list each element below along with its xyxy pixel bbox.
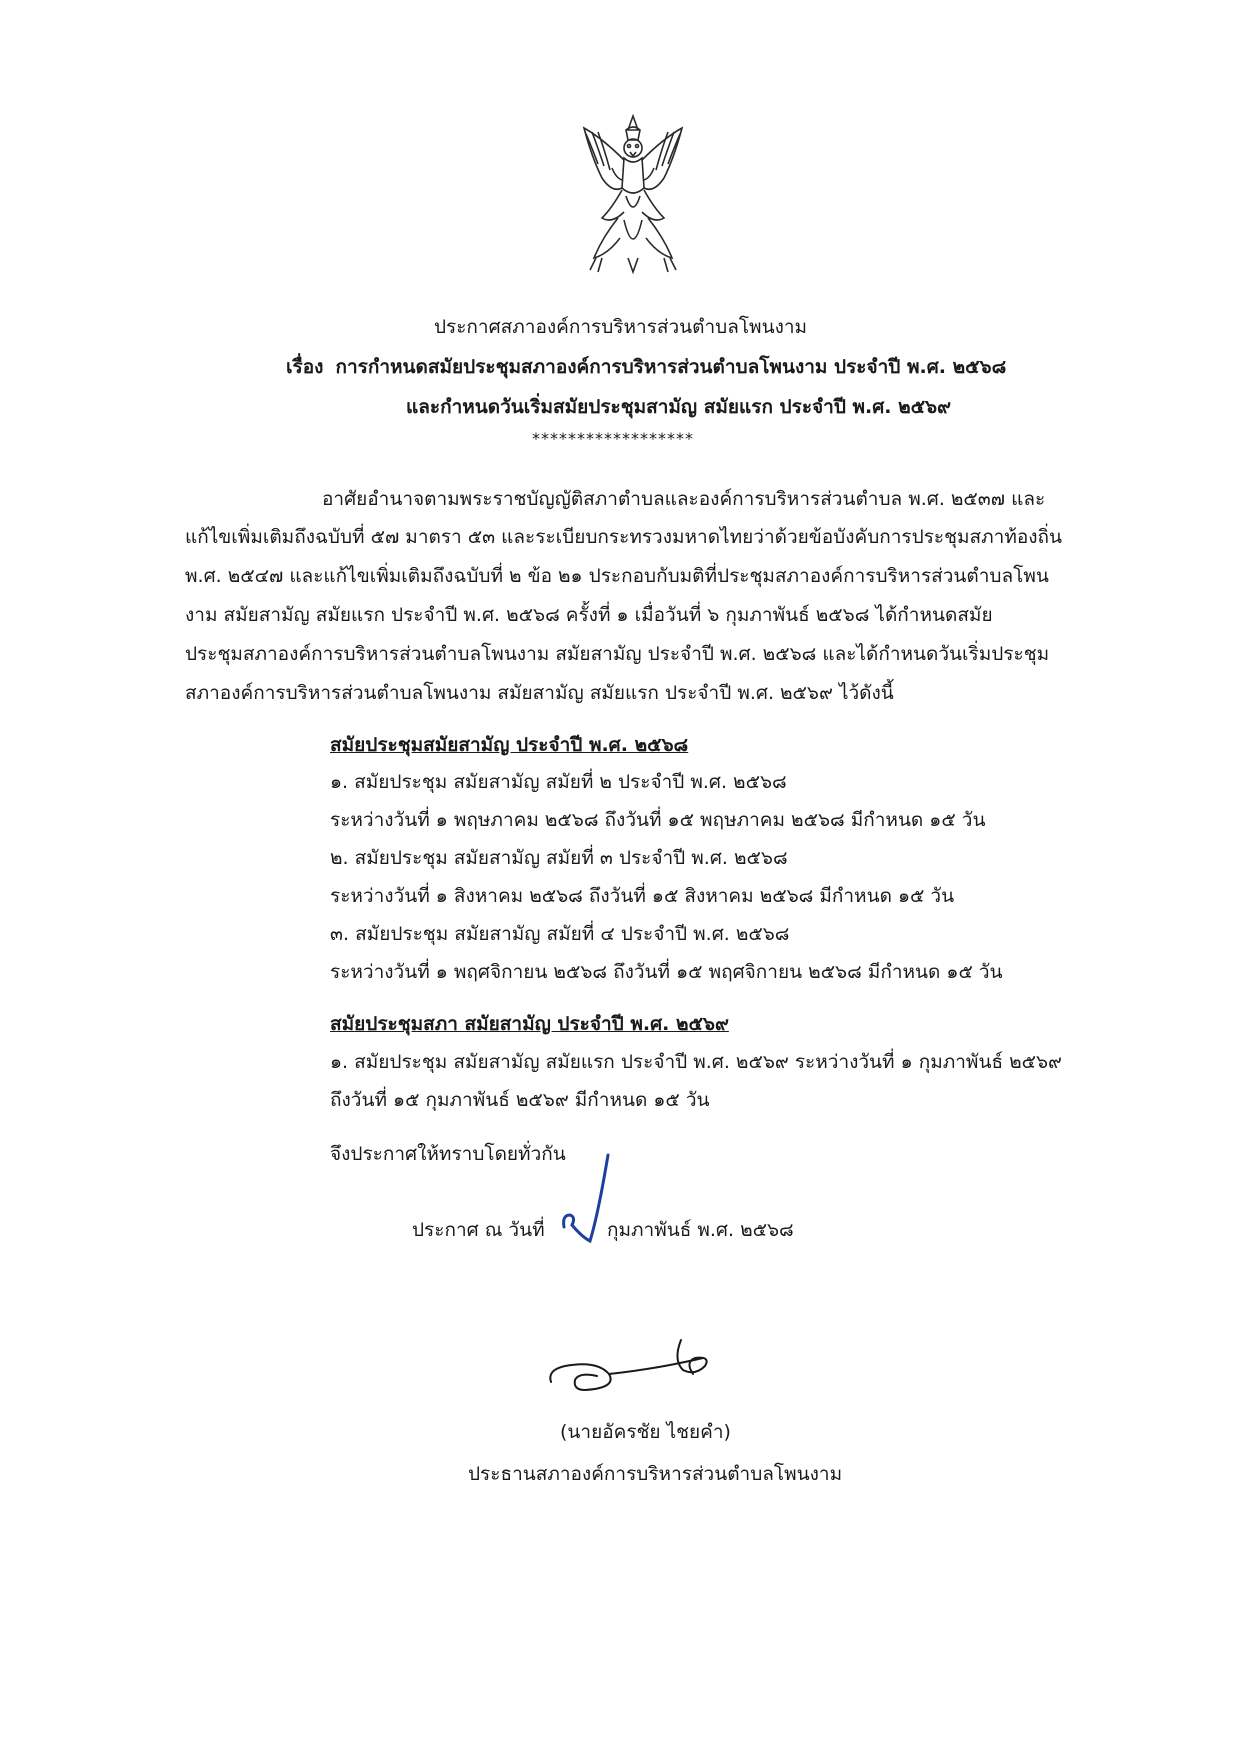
subject-text: การกำหนดสมัยประชุมสภาองค์การบริหารส่วนตำบลโพนงาม ประจำปี พ.ศ. ๒๕๖๘: [335, 356, 1007, 378]
signatory-position: ประธานสภาองค์การบริหารส่วนตำบลโพนงาม: [468, 1463, 843, 1485]
paragraph-line-1: อาศัยอำนาจตามพระราชบัญญัติสภาตำบลและองค์การบริหารส่วนตำบล พ.ศ. ๒๕๓๗ และ: [322, 488, 1046, 510]
section1-item-2-dates: ระหว่างวันที่ ๑ สิงหาคม ๒๕๖๘ ถึงวันที่ ๑๕ สิงหาคม ๒๕๖๘ มีกำหนด ๑๕ วัน: [330, 885, 955, 907]
section2-heading: สมัยประชุมสภา สมัยสามัญ ประจำปี พ.ศ. ๒๕๖๙: [330, 1013, 729, 1035]
paragraph-line-5: ประชุมสภาองค์การบริหารส่วนตำบลโพนงาม สมัยสามัญ ประจำปี พ.ศ. ๒๕๖๘ และได้กำหนดวันเริ่มประชุม: [185, 643, 1050, 665]
section1-item-1-dates: ระหว่างวันที่ ๑ พฤษภาคม ๒๕๖๘ ถึงวันที่ ๑๕ พฤษภาคม ๒๕๖๘ มีกำหนด ๑๕ วัน: [330, 809, 986, 831]
announcement-date-prefix: ประกาศ ณ วันที่: [412, 1219, 545, 1241]
announcement-date-suffix: กุมภาพันธ์ พ.ศ. ๒๕๖๘: [607, 1219, 794, 1241]
section1-item-3: ๓. สมัยประชุม สมัยสามัญ สมัยที่ ๔ ประจำปี พ.ศ. ๒๕๖๘: [330, 923, 790, 945]
signatory-name: (นายอัครชัย ไชยคำ): [560, 1421, 731, 1443]
garuda-emblem: [572, 108, 694, 276]
section1-item-3-dates: ระหว่างวันที่ ๑ พฤศจิกายน ๒๕๖๘ ถึงวันที่ ๑๕ พฤศจิกายน ๒๕๖๘ มีกำหนด ๑๕ วัน: [330, 961, 1003, 983]
section1-item-1: ๑. สมัยประชุม สมัยสามัญ สมัยที่ ๒ ประจำปี พ.ศ. ๒๕๖๘: [330, 771, 787, 793]
paragraph-line-6: สภาองค์การบริหารส่วนตำบลโพนงาม สมัยสามัญ สมัยแรก ประจำปี พ.ศ. ๒๕๖๙ ไว้ดังนี้: [185, 682, 894, 704]
paragraph-line-2: แก้ไขเพิ่มเติมถึงฉบับที่ ๕๗ มาตรา ๕๓ และระเบียบกระทรวงมหาดไทยว่าด้วยข้อบังคับการประชุมสภาท้องถิ่น: [185, 526, 1063, 548]
announcement-title: ประกาศสภาองค์การบริหารส่วนตำบลโพนงาม: [433, 316, 808, 338]
subject-line-2: และกำหนดวันเริ่มสมัยประชุมสามัญ สมัยแรก ประจำปี พ.ศ. ๒๕๖๙: [406, 396, 952, 418]
section1-heading: สมัยประชุมสมัยสามัญ ประจำปี พ.ศ. ๒๕๖๘: [330, 734, 689, 756]
subject-line-1: [286, 352, 1006, 382]
paragraph-line-3: พ.ศ. ๒๕๔๗ และแก้ไขเพิ่มเติมถึงฉบับที่ ๒ ข้อ ๒๑ ประกอบกับมติที่ประชุมสภาองค์การบริหารส่วนตำบลโพน: [185, 565, 1049, 587]
section2-item-1-dates: ถึงวันที่ ๑๕ กุมภาพันธ์ ๒๕๖๙ มีกำหนด ๑๕ วัน: [330, 1089, 710, 1111]
paragraph-line-4: งาม สมัยสามัญ สมัยแรก ประจำปี พ.ศ. ๒๕๖๘ ครั้งที่ ๑ เมื่อวันที่ ๖ กุมภาพันธ์ ๒๕๖๘ ได้กำหนดสมัย: [185, 604, 993, 626]
closing-statement: จึงประกาศให้ทราบโดยทั่วกัน: [330, 1143, 566, 1165]
subject-label: เรื่อง: [286, 356, 324, 378]
signature-mark: [545, 1330, 755, 1400]
section1-item-2: ๒. สมัยประชุม สมัยสามัญ สมัยที่ ๓ ประจำปี พ.ศ. ๒๕๖๘: [330, 847, 788, 869]
handwritten-day-mark: [560, 1145, 620, 1255]
separator-stars: ******************: [532, 429, 694, 448]
section2-item-1: ๑. สมัยประชุม สมัยสามัญ สมัยแรก ประจำปี พ.ศ. ๒๕๖๙ ระหว่างวันที่ ๑ กุมภาพันธ์ ๒๕๖๙: [330, 1051, 1062, 1073]
